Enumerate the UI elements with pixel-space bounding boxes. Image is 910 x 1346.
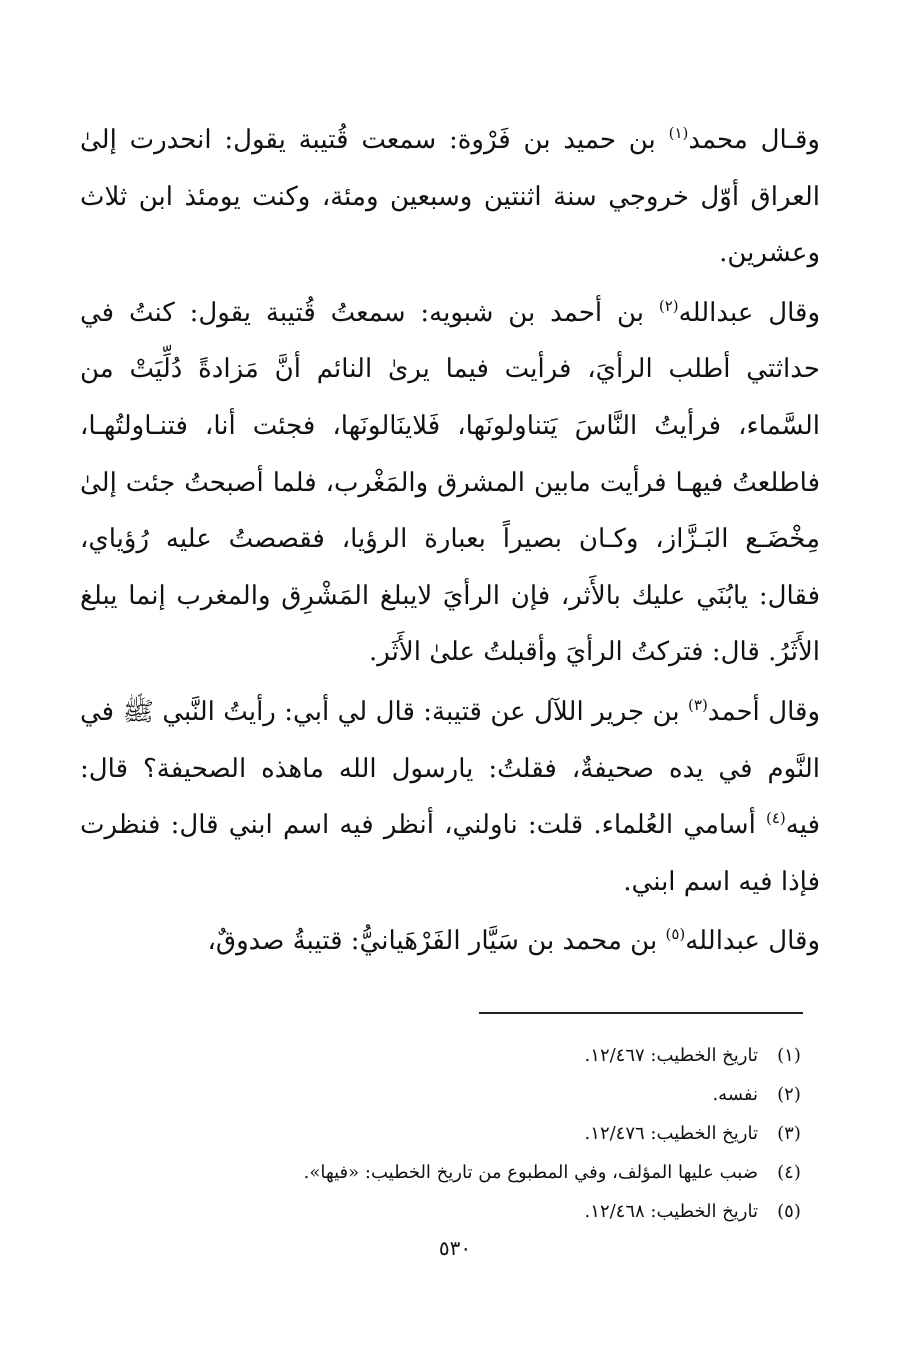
footnote-text: تاريخ الخطيب: ١٢/٤٦٧.	[584, 1045, 758, 1066]
paragraph-2	[80, 285, 820, 681]
paragraph-4	[80, 913, 820, 970]
text-run: وقال عبدالله	[685, 926, 820, 957]
footnote-text: تاريخ الخطيب: ١٢/٤٦٨.	[584, 1201, 758, 1222]
footnote-1	[80, 1036, 820, 1075]
footnote-number: (١)	[777, 1045, 801, 1066]
footnotes	[80, 1036, 820, 1231]
paragraph-1	[80, 112, 820, 282]
text-run: وقال أحمد	[707, 696, 820, 727]
text-run: وقـال محمد	[688, 125, 820, 155]
footnote-ref-5: (٥)	[665, 925, 686, 944]
footnote-ref-3: (٣)	[688, 695, 708, 714]
text-run: بن أحمد بن شبويه: سمعتُ قُتيبة يقول: كنتُ في حداثتي أطلب الرأيَ، فرأيت فيما يرىٰ النائم أنَّ مَزادةً دُلِّيَتْ من السَّماء، فرأيتُ النَّاسَ يَتناولونَها، فَلاينَالونَها، فجئت أنا، فتنـاولتُهـا، فاطلعتُ فيهـا فرأيت مابين المشرق والمَغْرب، فلما أصبحتُ جئت إلىٰ مِخْضَـع البَـزَّاز، وكـان بصيراً بعبارة الرؤيا، فقصصتُ عليه رُؤياي، فقال: يابُنَي عليك بالأَثر، فإن الرأيَ لايبلغ المَشْرِق والمغرب إنما يبلغ الأَثَرُ. قال: فتركتُ الرأيَ وأقبلتُ علىٰ الأَثَر.	[80, 297, 820, 668]
text-run: بن حميد بن فَرْوة: سمعت قُتيبة يقول: انحدرت إلىٰ العراق أوّل خروجي سنة اثنتين وسبعين ومئة، وكنت يومئذ ابن ثلاث وعشرين.	[80, 125, 820, 269]
text-run: بن محمد بن سَيَّار الفَرْهَيانيُّ: قتيبةُ صدوقٌ،	[207, 926, 666, 957]
paragraph-3	[80, 684, 820, 910]
footnote-5	[80, 1192, 820, 1231]
footnote-4	[80, 1153, 820, 1192]
footnote-ref-2: (٢)	[658, 296, 679, 315]
footnote-3	[80, 1114, 820, 1153]
text-run: بن جرير اللآل عن قتيبة: قال لي أبي: رأيتُ النَّبي ﷺ في النَّوم في يده صحيفةٌ، فقلتُ: يارسول الله ماهذه الصحيفة؟ قال: فيه	[80, 696, 820, 841]
footnote-number: (٤)	[777, 1162, 801, 1183]
footnote-2	[80, 1075, 820, 1114]
footnote-number: (٢)	[777, 1084, 801, 1105]
footnote-text: نفسه.	[712, 1084, 758, 1105]
footnote-number: (٣)	[777, 1123, 801, 1144]
text-run: وقال عبدالله	[678, 297, 821, 328]
footnote-ref-1: (١)	[668, 124, 689, 142]
footnote-ref-4: (٤)	[766, 809, 786, 828]
main-text	[80, 112, 820, 970]
page-number: ٥٣٠	[438, 1236, 472, 1260]
footnote-text: تاريخ الخطيب: ١٢/٤٧٦.	[584, 1123, 758, 1144]
footnote-divider	[479, 1012, 803, 1014]
footnote-number: (٥)	[777, 1201, 801, 1222]
text-run: أسامي العُلماء. قلت: ناولني، أنظر فيه اسم ابني قال: فنظرت فإذا فيه اسم ابني.	[80, 810, 820, 897]
footnote-text: ضبب عليها المؤلف، وفي المطبوع من تاريخ الخطيب: «فيها».	[303, 1162, 758, 1183]
